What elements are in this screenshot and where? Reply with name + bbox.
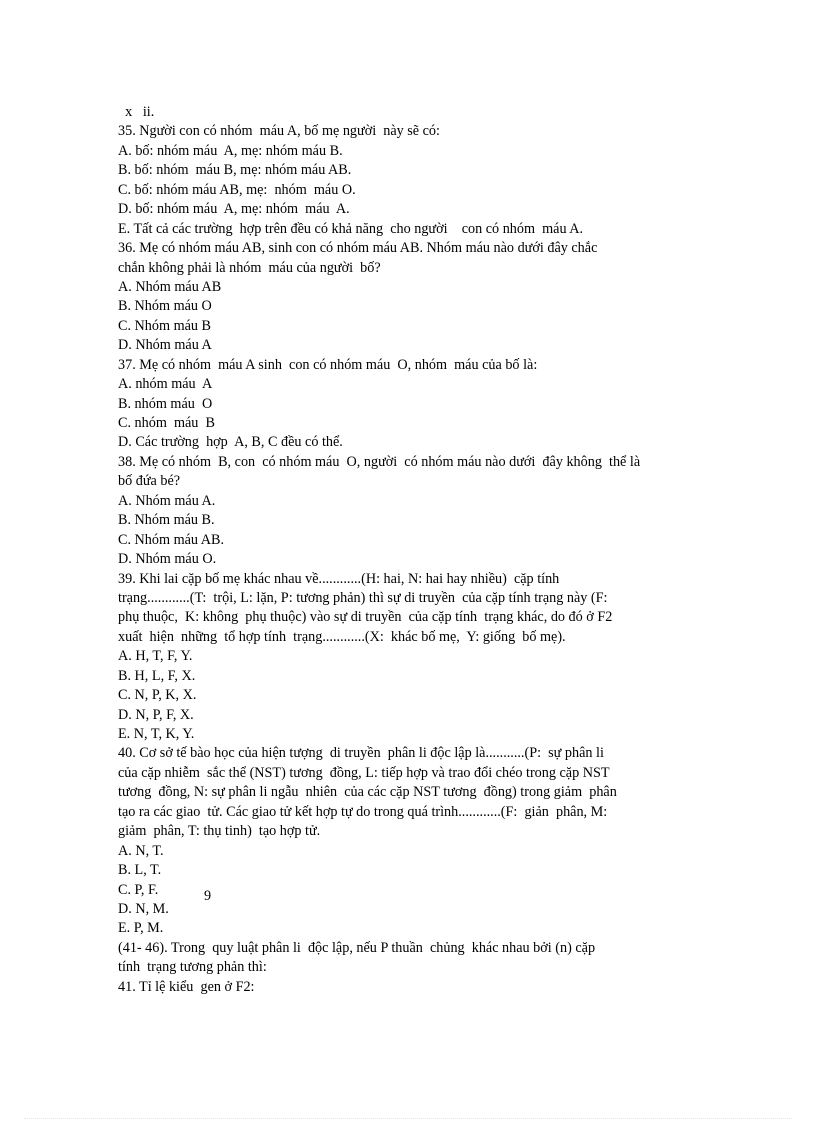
text-line: B. Nhóm máu O [118, 298, 212, 315]
text-line: D. Nhóm máu O. [118, 551, 217, 568]
text-line: B. H, L, F, X. [118, 667, 196, 684]
text-line: E. N, T, K, Y. [118, 726, 195, 742]
text-line: A. nhóm máu A [118, 376, 213, 393]
text-line: C. nhóm máu B [118, 415, 215, 431]
text-line: trạng............(T: trội, L: lặn, P: tương phản) thì sự di truyền của cặp tính trạng này (F: [118, 589, 608, 606]
text-line: B. bố: nhóm máu B, mẹ: nhóm máu AB. [118, 162, 352, 179]
text-line: xuất hiện những tổ hợp tính trạng............(X: khác bố mẹ, Y: giống bố mẹ). [118, 628, 566, 645]
text-line: 35. Người con có nhóm máu A, bố mẹ người này sẽ có: [118, 123, 440, 140]
text-line: A. N, T. [118, 842, 164, 859]
text-line: 37. Mẹ có nhóm máu A sinh con có nhóm máu O, nhóm máu của bố là: [118, 356, 538, 373]
document-body [118, 103, 708, 997]
text-line: B. Nhóm máu B. [118, 512, 215, 529]
text-line: tính trạng tương phản thì: [118, 959, 267, 976]
text-line: E. Tất cả các trường hợp trên đều có khả năng cho người con có nhóm máu A. [118, 220, 584, 237]
text-line: giảm phân, T: thụ tinh) tạo hợp tử. [118, 823, 321, 840]
text-line: 41. Tỉ lệ kiểu gen ở F2: [118, 978, 255, 995]
text-line: D. N, M. [118, 900, 169, 917]
text-line: tương đồng, N: sự phân li ngẫu nhiên của các cặp NST tương đồng) trong giảm phân [118, 784, 617, 801]
text-line: C. bố: nhóm máu AB, mẹ: nhóm máu O. [118, 181, 356, 198]
text-line: A. H, T, F, Y. [118, 648, 193, 665]
page-number: 9 [204, 888, 212, 904]
text-line: D. Các trường hợp A, B, C đều có thể. [118, 434, 343, 451]
text-line: E. P, M. [118, 920, 164, 937]
text-line: x ii. [118, 104, 155, 120]
text-line: C. Nhóm máu AB. [118, 531, 225, 548]
text-line: B. L, T. [118, 862, 162, 879]
text-line: A. Nhóm máu AB [118, 278, 222, 295]
text-line: 38. Mẹ có nhóm B, con có nhóm máu O, người có nhóm máu nào dưới đây không thể là [118, 453, 641, 470]
text-line: (41- 46). Trong quy luật phân li độc lập, nếu P thuần chủng khác nhau bởi (n) cặp [118, 939, 596, 956]
text-line: của cặp nhiễm sắc thể (NST) tương đồng, L: tiếp hợp và trao đổi chéo trong cặp NST [118, 764, 610, 781]
text-line: D. N, P, F, X. [118, 706, 194, 723]
text-line: phụ thuộc, K: không phụ thuộc) vào sự di truyền của cặp tính trạng khác, do đó ở F2 [118, 609, 613, 626]
text-line: chắn không phải là nhóm máu của người bố? [118, 259, 381, 276]
text-line: 40. Cơ sở tế bào học của hiện tượng di truyền phân li độc lập là...........(P: sự phân li [118, 745, 604, 762]
text-line: B. nhóm máu O [118, 395, 213, 412]
page-bottom-divider [24, 1118, 792, 1119]
text-line: tạo ra các giao tử. Các giao tử kết hợp tự do trong quá trình............(F: giản phân, M: [118, 803, 608, 820]
text-line: 36. Mẹ có nhóm máu AB, sinh con có nhóm máu AB. Nhóm máu nào dưới đây chắc [118, 240, 598, 257]
text-line: A. Nhóm máu A. [118, 492, 216, 509]
text-line: A. bố: nhóm máu A, mẹ: nhóm máu B. [118, 142, 343, 159]
text-line: bố đứa bé? [118, 473, 181, 490]
text-line: C. N, P, K, X. [118, 687, 197, 704]
text-line: D. bố: nhóm máu A, mẹ: nhóm máu A. [118, 201, 350, 218]
text-line: C. Nhóm máu B [118, 317, 212, 334]
text-line: C. P, F. [118, 881, 159, 898]
text-line: 39. Khi lai cặp bố mẹ khác nhau về............(H: hai, N: hai hay nhiều) cặp tính [118, 570, 560, 587]
text-line: D. Nhóm máu A [118, 337, 212, 354]
